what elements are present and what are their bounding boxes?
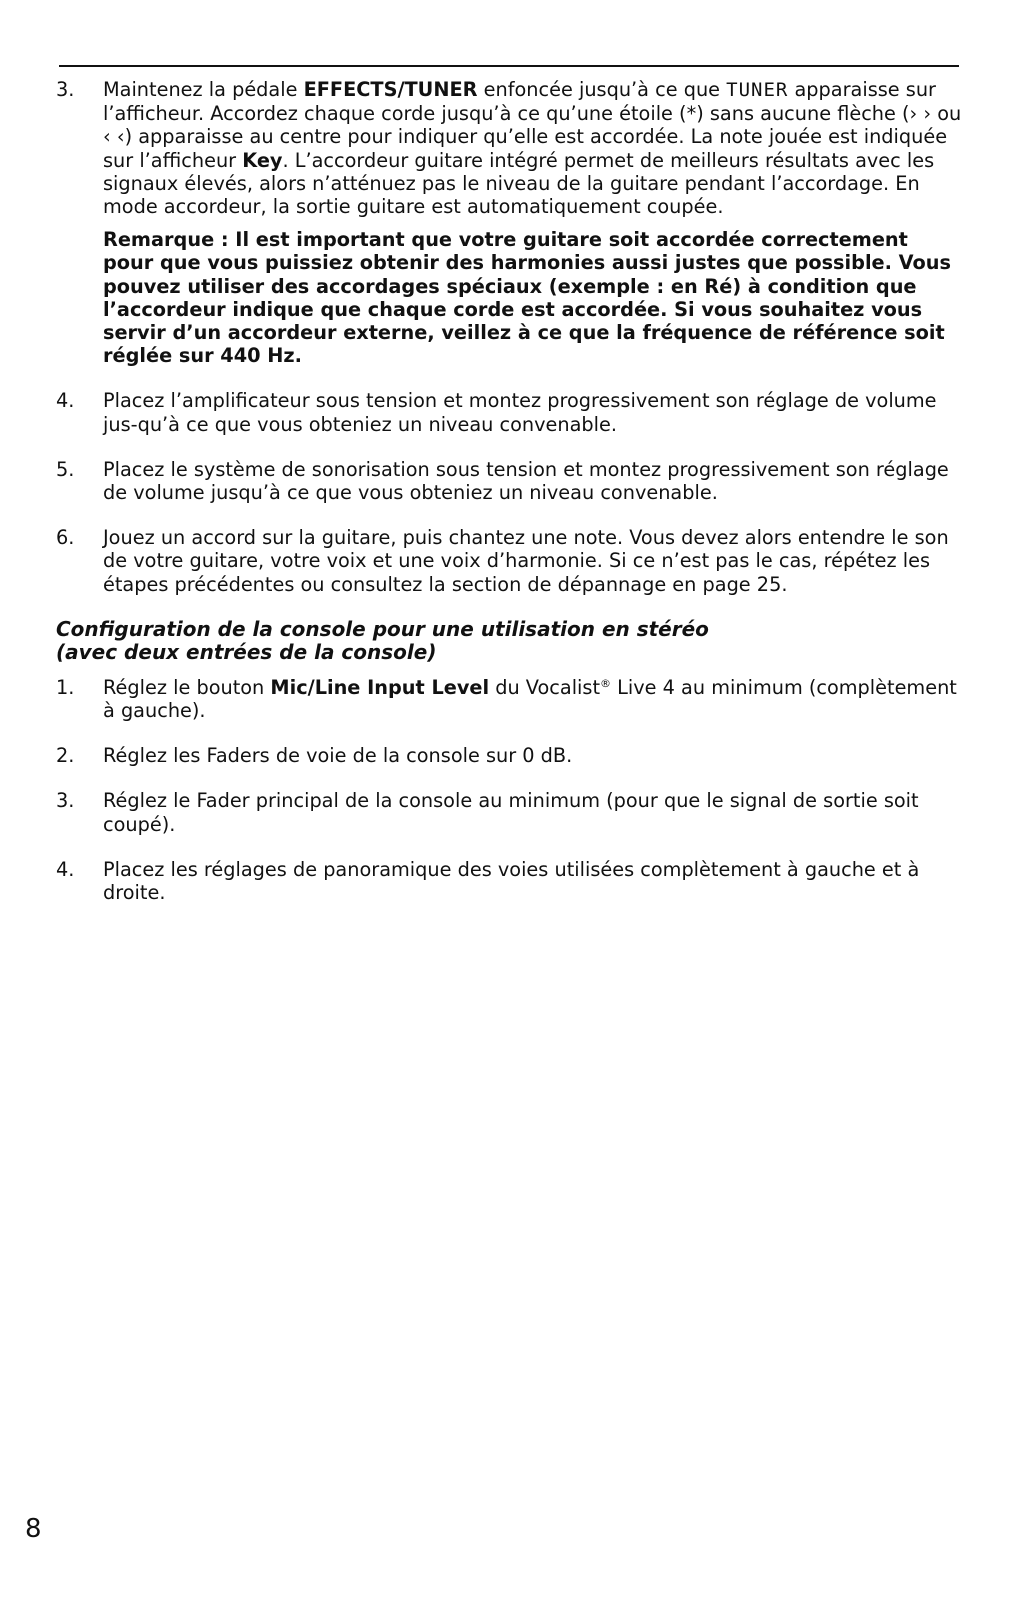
step-number: 6. (56, 526, 75, 550)
step-text: Réglez les Faders de voie de la console sur 0 dB. (103, 744, 573, 768)
text-run: apparaisse sur l’afficheur. Accordez chaque corde jusqu’à ce qu’une étoile ( (103, 78, 936, 126)
top-rule (59, 65, 959, 67)
step-number: 2. (56, 744, 75, 768)
section-heading-line: Configuration de la console pour une utilisation en stéréo (56, 616, 709, 641)
section-heading-line: (avec deux entrées de la console) (56, 639, 437, 664)
text-run: ) apparaisse au centre pour indiquer qu’elle est accordée. La note jouée est indiquée sur l’afficheur (103, 125, 948, 172)
text-run: ) sans aucune flèche ( (696, 102, 910, 126)
step-number: 4. (56, 857, 75, 881)
step-text: Placez l’amplificateur sous tension et montez progressivement son réglage de volume jus-qu’à ce que vous obteniez un niveau convenable. (103, 389, 937, 436)
section-heading (56, 618, 962, 664)
text-run: . L’accordeur guitare intégré permet de meilleurs résultats avec les signaux élevés, alors n’atténuez pas le niveau de la guitare pendant l’accordage. En mode accordeur, la sortie guitare est automatiquement coupée. (103, 148, 935, 219)
step-5 (56, 458, 962, 504)
step-text: Placez le système de sonorisation sous tension et montez progressivement son réglage de volume jusqu’à ce que vous obteniez un niveau convenable. (103, 457, 949, 505)
step-number: 3. (56, 789, 75, 813)
step-text: Placez les réglages de panoramique des voies utilisées complètement à gauche et à droite. (103, 857, 920, 905)
step-body (103, 78, 962, 367)
arrows-left-icon: ‹ ‹ (103, 125, 125, 149)
step-number: 5. (56, 457, 75, 481)
text-run: ou (931, 102, 962, 126)
text-run: Live 4 au minimum (complètement à gauche). (103, 675, 957, 723)
mic-line-input-level-label: Mic/Line Input Level (270, 675, 490, 699)
config-step-1 (56, 676, 962, 722)
lcd-tuner-display: TUNER (726, 79, 789, 101)
step-number: 4. (56, 389, 75, 413)
step-number: 1. (56, 675, 75, 699)
step-number: 3. (56, 78, 75, 101)
step-text: Jouez un accord sur la guitare, puis chantez une note. Vous devez alors entendre le son de votre guitare, votre voix et une voix d’harmonie. Si ce n’est pas le cas, répétez les étapes précédentes ou consultez la section de dépannage en page 25. (103, 526, 949, 596)
page-number: 8 (25, 1514, 42, 1544)
text-run: du Vocalist (489, 675, 601, 699)
config-step-3 (56, 789, 962, 835)
step-6 (56, 526, 962, 596)
step-3 (56, 78, 962, 367)
registered-mark: ® (600, 676, 612, 690)
config-step-2 (56, 744, 962, 767)
step-text (103, 676, 962, 722)
text-run: Réglez le bouton (103, 675, 271, 699)
text-run: enfoncée jusqu’à ce que (477, 78, 727, 101)
step-4 (56, 389, 962, 435)
config-step-4 (56, 858, 962, 904)
effects-tuner-label: EFFECTS/TUNER (303, 78, 478, 101)
text-run: Maintenez la pédale (103, 78, 304, 101)
arrows-right-icon: › › (909, 102, 932, 126)
key-label: Key (242, 148, 283, 172)
tuning-note: Remarque : Il est important que votre guitare soit accordée correctement pour que vous puissiez obtenir des harmonies aussi justes que possible. Vous pouvez utiliser des accordages spéciaux (exemple : en Ré) à condition que l’accordeur indique que chaque corde est accordée. Si vous souhaitez vous servir d’un accordeur externe, veillez à ce que la fréquence de référence soit réglée sur 440 Hz. (103, 228, 951, 368)
step-text (103, 78, 962, 218)
star-icon: * (686, 102, 697, 126)
step-text: Réglez le Fader principal de la console au minimum (pour que le signal de sortie soit coupé). (103, 789, 919, 836)
page-content (56, 78, 962, 904)
